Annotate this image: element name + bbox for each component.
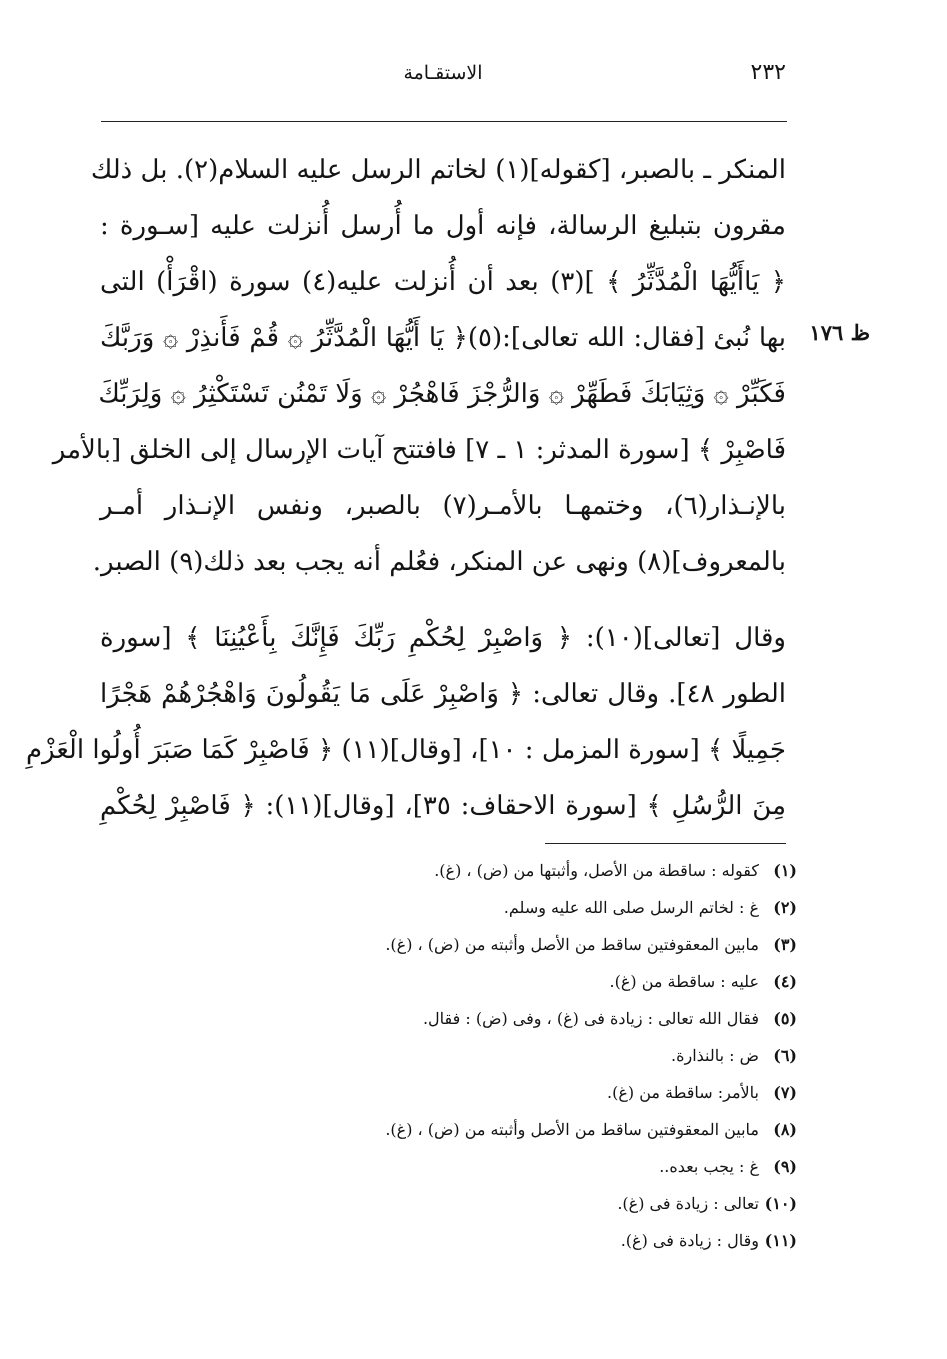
footnote-text: تعالى : زيادة فى (غ). — [617, 1194, 759, 1213]
footnote-text: وقال : زيادة فى (غ). — [620, 1231, 759, 1250]
text-line: جَمِيلًا ﴾ [سورة المزمل : ١٠]، [وقال](١١) ﴿ فَاصْبِرْ كَمَا صَبَرَ أُولُوا الْعَزْمِ — [25, 735, 786, 765]
text-line: بالمعروف](٨) ونهى عن المنكر، فعُلم أنه يجب بعد ذلك(٩) الصبر. — [92, 547, 786, 577]
footnote-text: كقوله : ساقطة من الأصل، وأثبتها من (ض) ، (غ). — [434, 861, 759, 880]
footnote — [327, 1152, 797, 1189]
footnote-number: (٨) — [773, 1120, 797, 1139]
text-line: المنكر ـ بالصبر، [كقوله](١) لخاتم الرسل عليه السلام(٢). بل ذلك — [90, 155, 786, 185]
text-line: مِنَ الرُّسُلِ ﴾ [سورة الاحقاف: ٣٥]، [وقال](١١): ﴿ فَاصْبِرْ لِحُكْمِ — [100, 791, 787, 821]
footnotes — [327, 856, 797, 1263]
text-line: ﴿ يَاأَيُّهَا الْمُدَّثِّرُ ﴾ ](٣) بعد أن أُنزلت عليه(٤) سورة (اقْرَأْ) التى — [100, 267, 786, 297]
text-line: مقرون بتبليغ الرسالة، فإنه أول ما أُرسل أُنزلت عليه [سـورة : — [100, 211, 786, 241]
manuscript-folio-marker: ظ ١٧٦ — [809, 320, 870, 345]
footnote — [327, 1004, 797, 1041]
footnote-text: ض : بالنذارة. — [671, 1046, 759, 1065]
footnote-number: (٢) — [773, 898, 797, 917]
footnote-text: عليه : ساقطة من (غ). — [609, 972, 759, 991]
footnote-text: مابين المعقوفتين ساقط من الأصل وأثبته من (ض) ، (غ). — [385, 935, 759, 954]
text-line: فَكَبِّرْ ۞ وَثِيَابَكَ فَطَهِّرْ ۞ وَالرُّجْزَ فَاهْجُرْ ۞ وَلَا تَمْنُن تَسْتَكْثِرُ ۞ وَلِرَبِّكَ — [98, 379, 786, 409]
footnote-divider — [545, 843, 786, 844]
footnote-number: (١٠) — [764, 1194, 797, 1213]
footnote-text: غ : لخاتم الرسل صلى الله عليه وسلم. — [503, 898, 759, 917]
running-title: الاستقـامة — [403, 62, 483, 84]
footnote-number: (١١) — [764, 1231, 797, 1250]
page-header — [100, 58, 786, 94]
text-line: بالإنـذار(٦)، وختمهـا بالأمـر(٧) بالصبر، ونفس الإنـذار أمـر — [100, 491, 786, 521]
footnote — [327, 1041, 797, 1078]
footnote-number: (١) — [773, 861, 797, 880]
footnote — [327, 1226, 797, 1263]
footnote — [327, 893, 797, 930]
footnote-text: فقال الله تعالى : زيادة فى (غ) ، وفى (ض) : فقال. — [422, 1009, 759, 1028]
footnote-number: (٤) — [773, 972, 797, 991]
footnote — [327, 856, 797, 893]
text-line: بها نُبئ [فقال: الله تعالى]:(٥)﴿ يَا أَيُّهَا الْمُدَّثِّرُ ۞ قُمْ فَأَنذِرْ ۞ وَرَبَّكَ — [100, 323, 786, 353]
footnote-text: غ : يجب بعده.. — [659, 1157, 759, 1176]
text-line: الطور ٤٨]. وقال تعالى: ﴿ وَاصْبِرْ عَلَى مَا يَقُولُونَ وَاهْجُرْهُمْ هَجْرًا — [100, 679, 786, 709]
page-number: ٢٣٢ — [750, 60, 786, 85]
footnote-number: (٧) — [773, 1083, 797, 1102]
footnote-text: بالأمر: ساقطة من (غ). — [607, 1083, 759, 1102]
footnote — [327, 930, 797, 967]
footnote — [327, 1078, 797, 1115]
footnote-number: (٦) — [773, 1046, 797, 1065]
footnote — [327, 967, 797, 1004]
footnote — [327, 1189, 797, 1226]
body-paragraph-1 — [52, 142, 786, 590]
footnote-text: مابين المعقوفتين ساقط من الأصل وأثبته من (ض) ، (غ). — [385, 1120, 759, 1139]
text-line: وقال [تعالى](١٠): ﴿ وَاصْبِرْ لِحُكْمِ رَبِّكَ فَإِنَّكَ بِأَعْيُنِنَا ﴾ [سورة — [100, 623, 786, 653]
text-line: فَاصْبِرْ ﴾ [سورة المدثر: ١ ـ ٧] فافتتح آيات الإرسال إلى الخلق [بالأمر — [52, 435, 786, 465]
footnote-number: (٥) — [773, 1009, 797, 1028]
footnote — [327, 1115, 797, 1152]
body-paragraph-2 — [25, 610, 787, 834]
footnote-number: (٩) — [773, 1157, 797, 1176]
header-divider — [101, 121, 787, 122]
footnote-number: (٣) — [773, 935, 797, 954]
